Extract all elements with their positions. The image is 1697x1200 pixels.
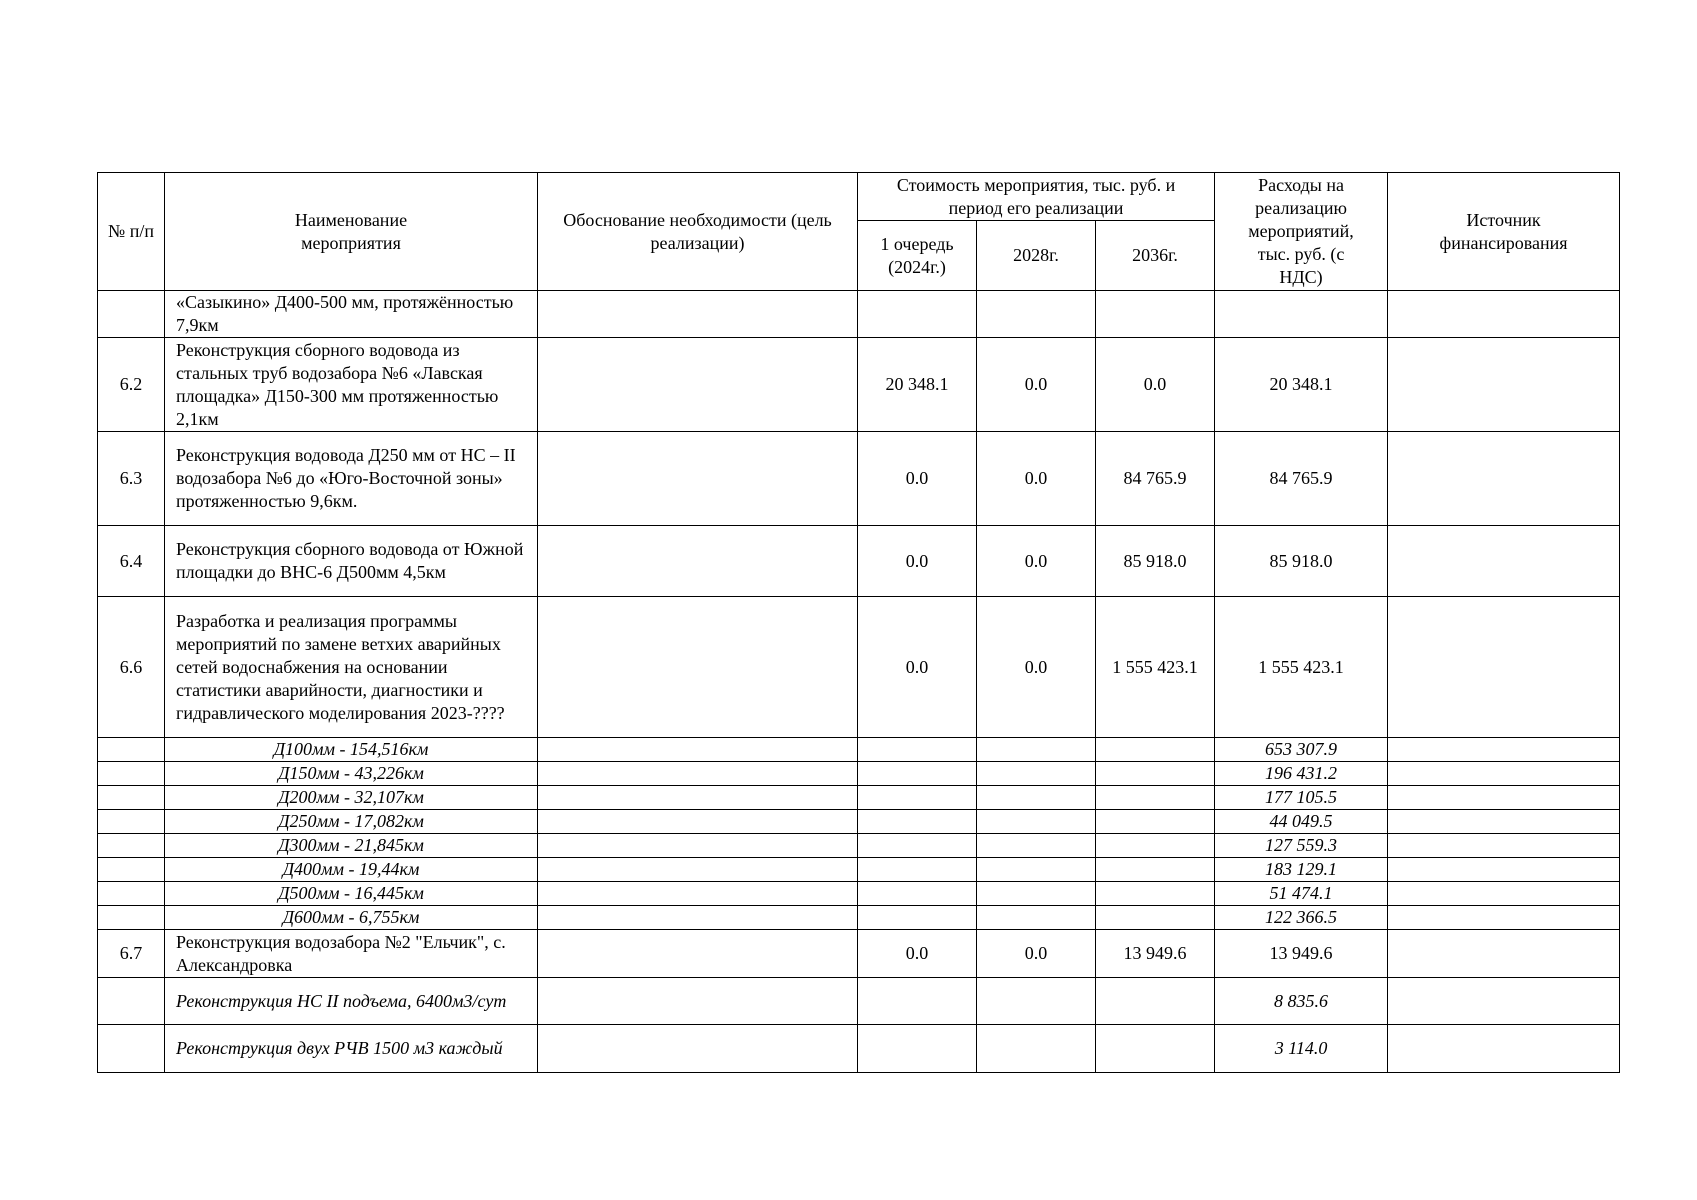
row-value-1: 0.0	[858, 432, 977, 526]
sub-row	[98, 834, 1620, 858]
table-row	[98, 526, 1620, 597]
sub-row-name: Д150мм - 43,226км	[165, 762, 538, 786]
row-name: Реконструкция водозабора №2 "Ельчик", с. Александровка	[165, 930, 538, 978]
row-total	[1215, 291, 1388, 338]
row-reason	[538, 338, 858, 432]
row-reason	[538, 526, 858, 597]
sub-row-total: 196 431.2	[1215, 762, 1388, 786]
row-num: 6.4	[98, 526, 165, 597]
sub-row	[98, 882, 1620, 906]
sub-row-name: Д300мм - 21,845км	[165, 834, 538, 858]
row-total: 85 918.0	[1215, 526, 1388, 597]
table-row	[98, 930, 1620, 978]
row-value-3: 84 765.9	[1096, 432, 1215, 526]
row-source	[1388, 432, 1620, 526]
sub-row-total: 183 129.1	[1215, 858, 1388, 882]
row-name: Реконструкция сборного водовода от Южной площадки до ВНС-6 Д500мм 4,5км	[165, 526, 538, 597]
row-source	[1388, 930, 1620, 978]
row-value-3: 0.0	[1096, 338, 1215, 432]
row-value-3: 13 949.6	[1096, 930, 1215, 978]
sub-row	[98, 786, 1620, 810]
header-period-2: 2028г.	[977, 221, 1096, 291]
sub-row	[98, 762, 1620, 786]
row-reason	[538, 930, 858, 978]
sub-row	[98, 810, 1620, 834]
row-total: 20 348.1	[1215, 338, 1388, 432]
row-name: «Сазыкино» Д400-500 мм, протяжённостью 7,9км	[165, 291, 538, 338]
sub-row	[98, 738, 1620, 762]
row-source	[1388, 291, 1620, 338]
row-num: 6.7	[98, 930, 165, 978]
sub-row-total: 3 114.0	[1215, 1025, 1388, 1073]
sub-row	[98, 858, 1620, 882]
row-value-3: 1 555 423.1	[1096, 597, 1215, 738]
sub-row-total: 8 835.6	[1215, 978, 1388, 1025]
row-value-2: 0.0	[977, 432, 1096, 526]
row-name: Разработка и реализация программы мероприятий по замене ветхих аварийных сетей водоснабжения на основании статистики аварийности, диагностики и гидравлического моделирования 2023-????	[165, 597, 538, 738]
sub-row-name: Реконструкция двух РЧВ 1500 м3 каждый	[165, 1025, 538, 1073]
sub-row-total: 51 474.1	[1215, 882, 1388, 906]
row-value-1	[858, 291, 977, 338]
row-value-2: 0.0	[977, 526, 1096, 597]
row-reason	[538, 291, 858, 338]
row-source	[1388, 338, 1620, 432]
row-name: Реконструкция водовода Д250 мм от НС – II водозабора №6 до «Юго-Восточной зоны» протяженностью 9,6км.	[165, 432, 538, 526]
sub-row-total: 177 105.5	[1215, 786, 1388, 810]
row-source	[1388, 597, 1620, 738]
sub-row	[98, 1025, 1620, 1073]
row-value-3: 85 918.0	[1096, 526, 1215, 597]
row-value-3	[1096, 291, 1215, 338]
row-total: 13 949.6	[1215, 930, 1388, 978]
header-reason: Обоснование необходимости (цель реализации)	[538, 173, 858, 291]
sub-row-name: Д400мм - 19,44км	[165, 858, 538, 882]
sub-row-name: Д100мм - 154,516км	[165, 738, 538, 762]
row-value-2: 0.0	[977, 930, 1096, 978]
sub-row-name: Д250мм - 17,082км	[165, 810, 538, 834]
row-value-1: 0.0	[858, 930, 977, 978]
table-row	[98, 291, 1620, 338]
row-value-2: 0.0	[977, 338, 1096, 432]
sub-row-total: 122 366.5	[1215, 906, 1388, 930]
table-row	[98, 432, 1620, 526]
row-name: Реконструкция сборного водовода из стальных труб водозабора №6 «Лавская площадка» Д150-300 мм протяженностью 2,1км	[165, 338, 538, 432]
sub-row-name: Д200мм - 32,107км	[165, 786, 538, 810]
row-source	[1388, 526, 1620, 597]
measures-table	[97, 172, 1620, 1073]
sub-row	[98, 978, 1620, 1025]
header-source: Источник финансирования	[1388, 173, 1620, 291]
row-value-1: 0.0	[858, 597, 977, 738]
sub-row-total: 44 049.5	[1215, 810, 1388, 834]
header-num: № п/п	[98, 173, 165, 291]
header-period-3: 2036г.	[1096, 221, 1215, 291]
sub-row-total: 653 307.9	[1215, 738, 1388, 762]
row-value-2	[977, 291, 1096, 338]
sub-row	[98, 906, 1620, 930]
sub-row-name: Д500мм - 16,445км	[165, 882, 538, 906]
header-expenses: Расходы на реализацию мероприятий, тыс. руб. (с НДС)	[1215, 173, 1388, 291]
row-num: 6.6	[98, 597, 165, 738]
row-num	[98, 291, 165, 338]
row-reason	[538, 597, 858, 738]
row-total: 84 765.9	[1215, 432, 1388, 526]
table-row	[98, 597, 1620, 738]
sub-row-total: 127 559.3	[1215, 834, 1388, 858]
row-value-1: 20 348.1	[858, 338, 977, 432]
header-name: Наименование мероприятия	[165, 173, 538, 291]
row-value-2: 0.0	[977, 597, 1096, 738]
row-num: 6.3	[98, 432, 165, 526]
row-reason	[538, 432, 858, 526]
sub-row-name: Реконструкция НС II подъема, 6400м3/сут	[165, 978, 538, 1025]
table-row	[98, 338, 1620, 432]
header-period-1: 1 очередь (2024г.)	[858, 221, 977, 291]
row-total: 1 555 423.1	[1215, 597, 1388, 738]
row-value-1: 0.0	[858, 526, 977, 597]
sub-row-name: Д600мм - 6,755км	[165, 906, 538, 930]
row-num: 6.2	[98, 338, 165, 432]
header-cost-group: Стоимость мероприятия, тыс. руб. и период его реализации	[858, 173, 1215, 221]
